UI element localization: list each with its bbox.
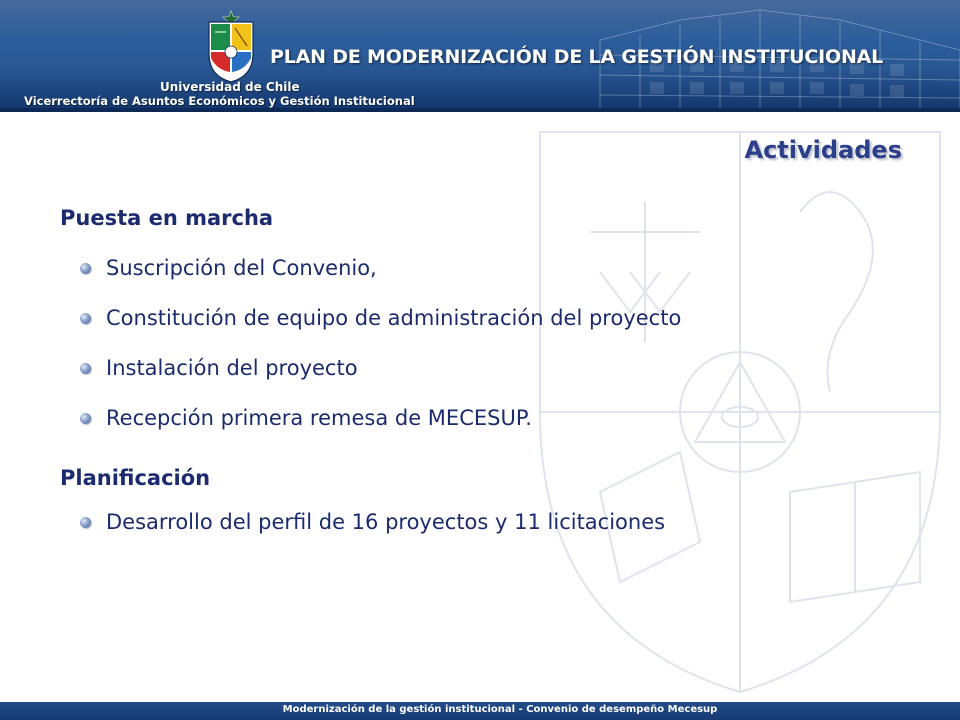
list-item [106, 256, 377, 280]
list-item-text: Constitución de equipo de administración del proyecto [106, 306, 682, 330]
list-item [106, 306, 681, 330]
list-item [106, 356, 358, 380]
bullet-icon [80, 263, 91, 274]
section-heading-planificacion: Planificación [60, 466, 211, 490]
bullet-icon [80, 517, 91, 528]
section-heading-puesta-en-marcha: Puesta en marcha [60, 206, 274, 230]
header-banner [0, 0, 960, 112]
university-name: Universidad de Chile [160, 80, 300, 94]
list-item [106, 406, 532, 430]
list-item [106, 510, 665, 534]
vicerrectoria-name: Vicerrectoría de Asuntos Económicos y Gestión Institucional [24, 94, 415, 108]
university-crest-icon [205, 14, 257, 84]
footer-bar [0, 702, 960, 720]
bullet-icon [80, 313, 91, 324]
list-item-text: Recepción primera remesa de MECESUP. [106, 406, 532, 430]
plan-title: PLAN DE MODERNIZACIÓN DE LA GESTIÓN INSTITUCIONAL [270, 46, 884, 68]
list-item-text: Suscripción del Convenio, [106, 256, 377, 280]
list-item-text: Desarrollo del perfil de 16 proyectos y 11 licitaciones [106, 510, 666, 534]
bullet-icon [80, 413, 91, 424]
crest-watermark [500, 112, 960, 702]
footer-text: Modernización de la gestión institucional - Convenio de desempeño Mecesup [282, 704, 718, 715]
slide-title: Actividades [744, 136, 902, 164]
bullet-icon [80, 363, 91, 374]
list-item-text: Instalación del proyecto [106, 356, 358, 380]
